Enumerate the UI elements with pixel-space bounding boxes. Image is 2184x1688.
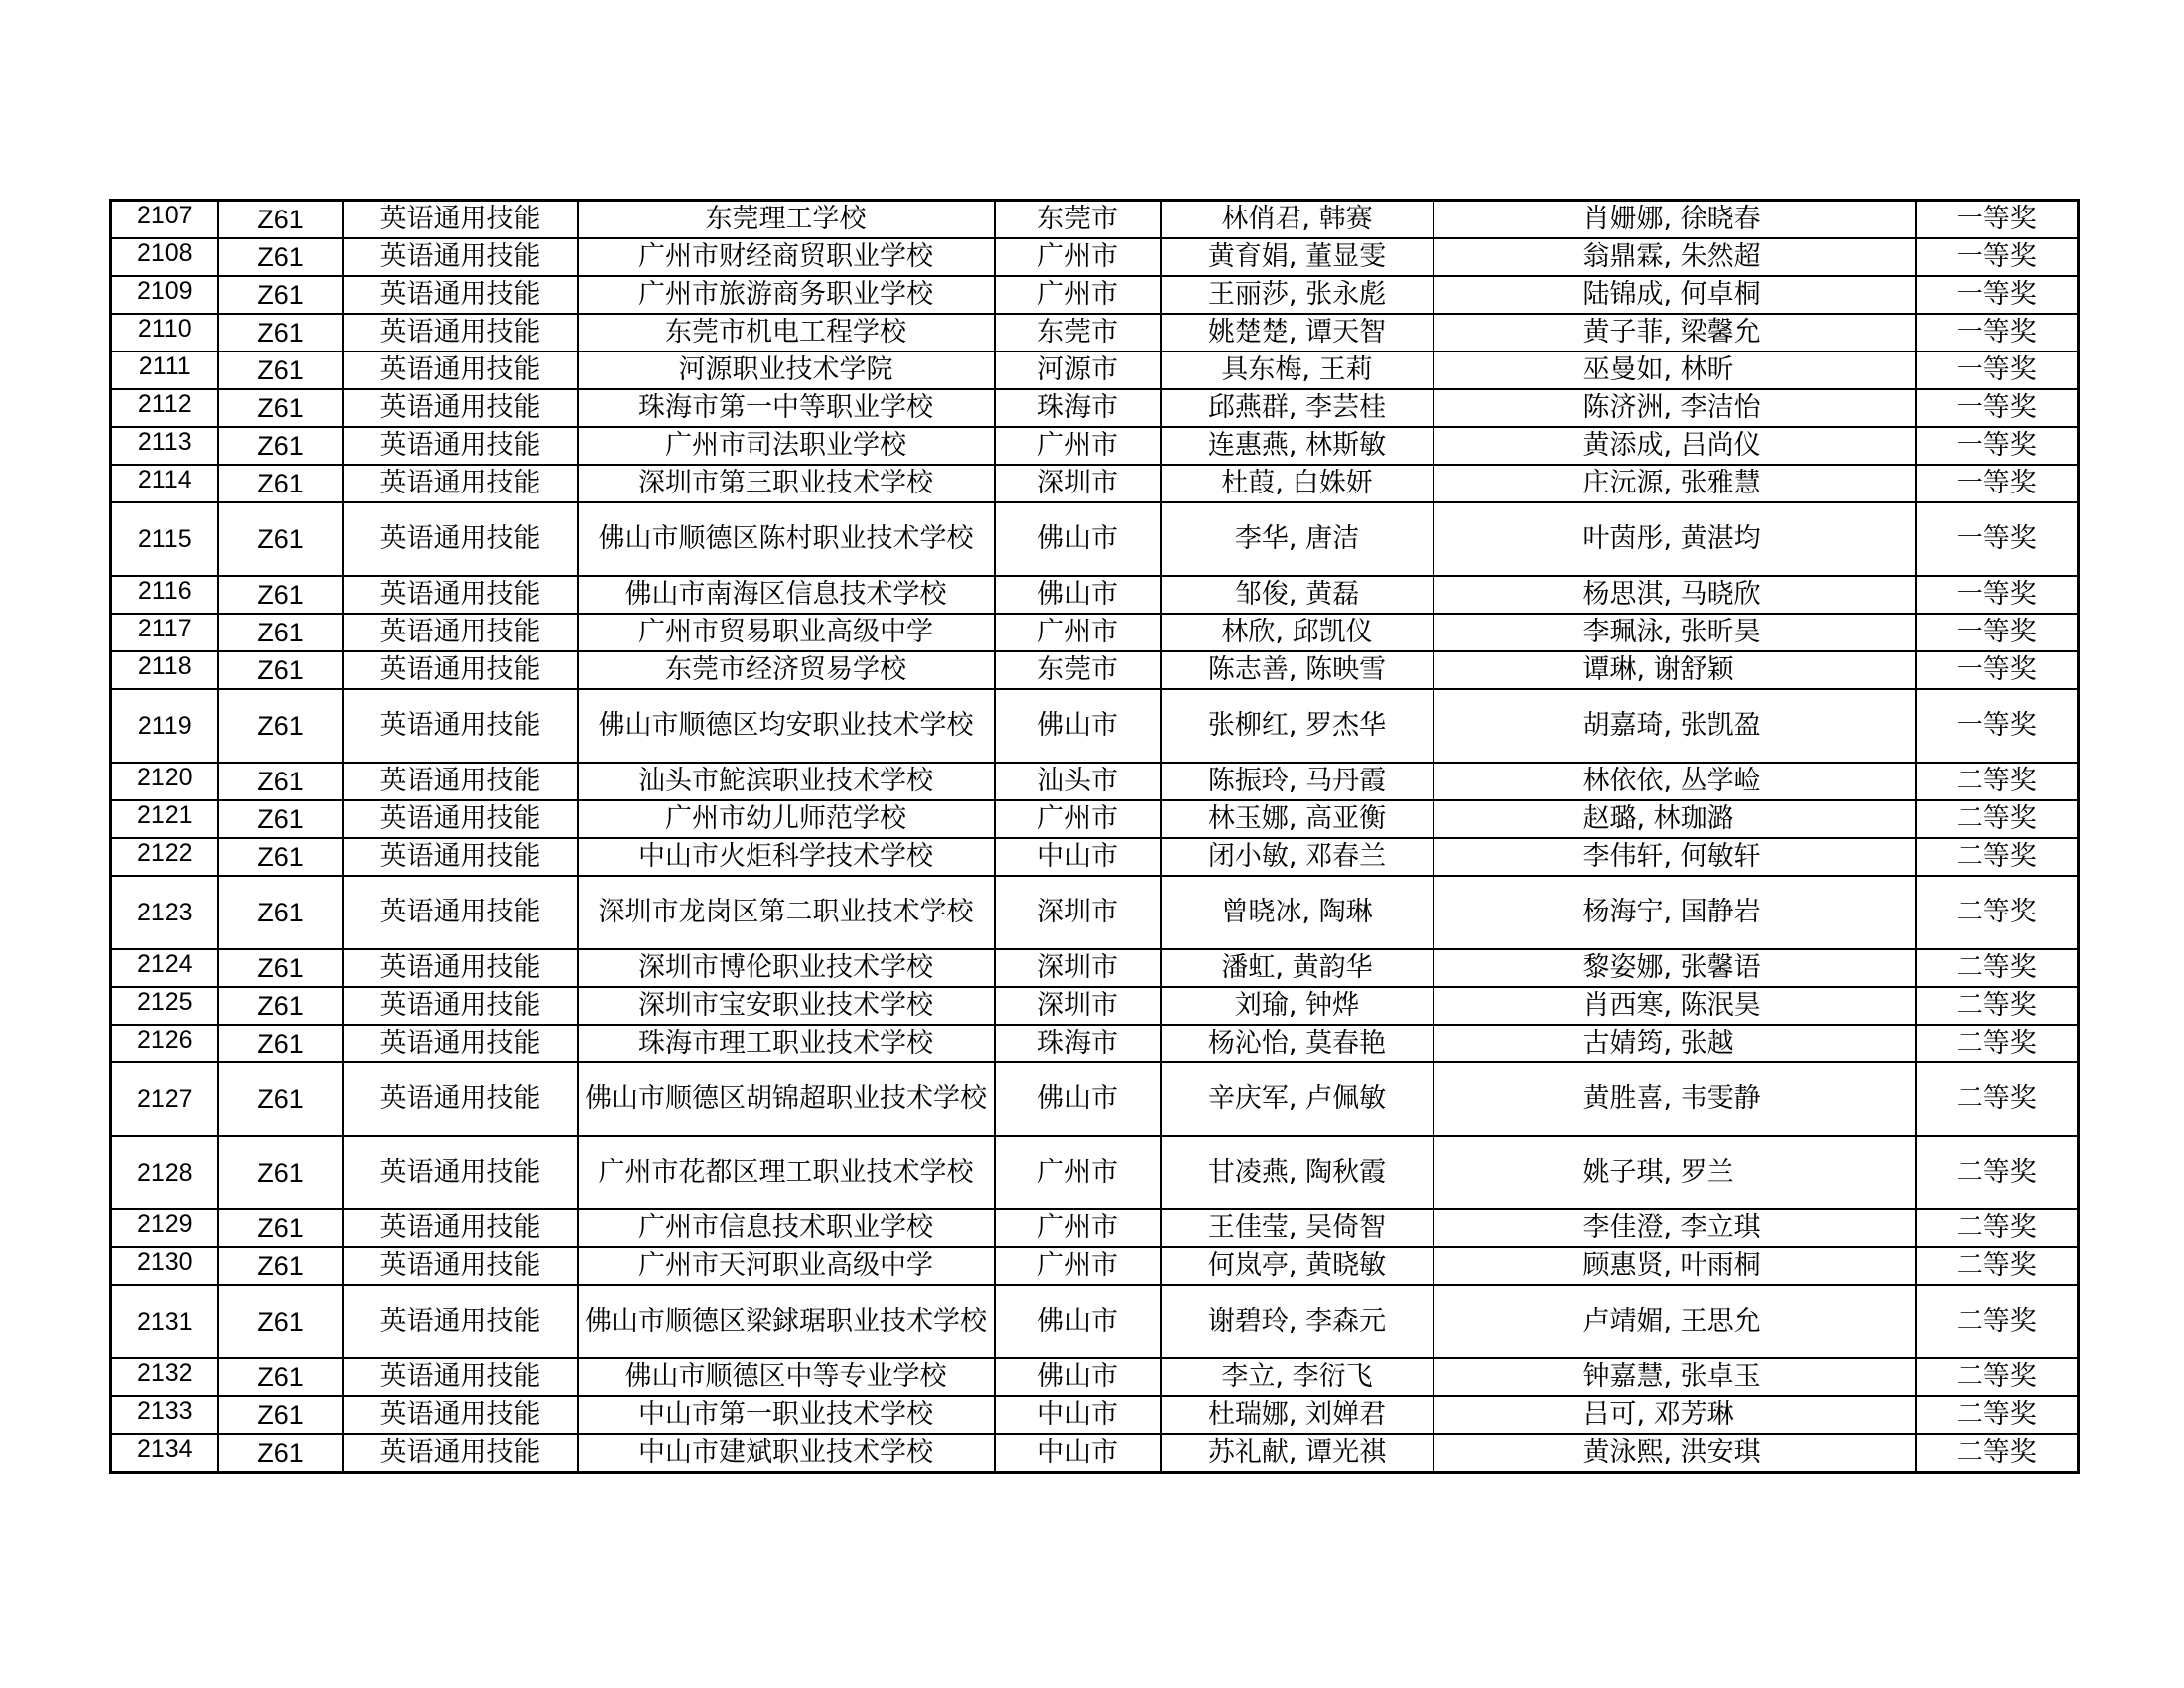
row-number: 2114 [111,465,218,502]
school-name: 广州市旅游商务职业学校 [578,276,995,314]
advisor-names: 巫曼如, 林昕 [1433,352,1916,389]
row-number: 2109 [111,276,218,314]
student-names: 刘瑜, 钟烨 [1161,987,1433,1025]
city-name: 佛山市 [995,1285,1161,1358]
city-name: 东莞市 [995,651,1161,689]
advisor-names: 杨海宁, 国静岩 [1433,876,1916,949]
city-name: 广州市 [995,427,1161,465]
student-names: 王丽莎, 张永彪 [1161,276,1433,314]
table-row [111,1358,2079,1396]
event-code: Z61 [218,651,343,689]
event-name: 英语通用技能 [343,1285,578,1358]
school-name: 佛山市南海区信息技术学校 [578,576,995,614]
advisor-names: 庄沅源, 张雅慧 [1433,465,1916,502]
student-names: 王佳莹, 吴倚智 [1161,1209,1433,1247]
city-name: 广州市 [995,800,1161,838]
event-code: Z61 [218,201,343,239]
city-name: 佛山市 [995,1358,1161,1396]
table-row [111,1247,2079,1285]
award-level: 二等奖 [1916,763,2079,800]
school-name: 深圳市宝安职业技术学校 [578,987,995,1025]
student-names: 谢碧玲, 李森元 [1161,1285,1433,1358]
event-code: Z61 [218,987,343,1025]
school-name: 深圳市龙岗区第二职业技术学校 [578,876,995,949]
event-code: Z61 [218,314,343,352]
event-code: Z61 [218,838,343,876]
student-names: 何岚亭, 黄晓敏 [1161,1247,1433,1285]
student-names: 李华, 唐洁 [1161,502,1433,576]
advisor-names: 李佳澄, 李立琪 [1433,1209,1916,1247]
row-number: 2134 [111,1434,218,1473]
school-name: 广州市花都区理工职业技术学校 [578,1136,995,1209]
row-number: 2128 [111,1136,218,1209]
advisor-names: 李珮泳, 张昕昊 [1433,614,1916,651]
table-row [111,838,2079,876]
student-names: 闭小敏, 邓春兰 [1161,838,1433,876]
advisor-names: 钟嘉慧, 张卓玉 [1433,1358,1916,1396]
advisor-names: 陈济洲, 李洁怡 [1433,389,1916,427]
award-level: 一等奖 [1916,427,2079,465]
student-names: 杜葭, 白姝妍 [1161,465,1433,502]
school-name: 中山市建斌职业技术学校 [578,1434,995,1473]
city-name: 广州市 [995,1209,1161,1247]
award-level: 一等奖 [1916,352,2079,389]
table-row [111,651,2079,689]
city-name: 中山市 [995,1434,1161,1473]
school-name: 广州市幼儿师范学校 [578,800,995,838]
award-level: 二等奖 [1916,800,2079,838]
student-names: 林玉娜, 高亚衡 [1161,800,1433,838]
city-name: 汕头市 [995,763,1161,800]
advisor-names: 肖姗娜, 徐晓春 [1433,201,1916,239]
event-name: 英语通用技能 [343,276,578,314]
advisor-names: 林依依, 丛学崄 [1433,763,1916,800]
row-number: 2133 [111,1396,218,1434]
student-names: 张柳红, 罗杰华 [1161,689,1433,763]
event-code: Z61 [218,689,343,763]
advisor-names: 赵璐, 林珈潞 [1433,800,1916,838]
award-level: 二等奖 [1916,876,2079,949]
advisor-names: 姚子琪, 罗兰 [1433,1136,1916,1209]
event-name: 英语通用技能 [343,1025,578,1062]
city-name: 广州市 [995,1247,1161,1285]
table-row [111,201,2079,239]
award-level: 一等奖 [1916,651,2079,689]
school-name: 佛山市顺德区胡锦超职业技术学校 [578,1062,995,1136]
row-number: 2113 [111,427,218,465]
event-name: 英语通用技能 [343,427,578,465]
school-name: 东莞理工学校 [578,201,995,239]
school-name: 广州市天河职业高级中学 [578,1247,995,1285]
award-level: 一等奖 [1916,502,2079,576]
table-row [111,314,2079,352]
row-number: 2116 [111,576,218,614]
school-name: 珠海市第一中等职业学校 [578,389,995,427]
event-name: 英语通用技能 [343,201,578,239]
event-code: Z61 [218,352,343,389]
award-level: 一等奖 [1916,314,2079,352]
event-name: 英语通用技能 [343,1209,578,1247]
table-row [111,1434,2079,1473]
event-code: Z61 [218,1358,343,1396]
city-name: 珠海市 [995,389,1161,427]
student-names: 邹俊, 黄磊 [1161,576,1433,614]
event-name: 英语通用技能 [343,949,578,987]
school-name: 汕头市鮀滨职业技术学校 [578,763,995,800]
city-name: 中山市 [995,1396,1161,1434]
event-name: 英语通用技能 [343,1062,578,1136]
student-names: 林俏君, 韩赛 [1161,201,1433,239]
event-code: Z61 [218,1434,343,1473]
table-row [111,352,2079,389]
award-level: 二等奖 [1916,1434,2079,1473]
city-name: 深圳市 [995,949,1161,987]
student-names: 林欣, 邱凯仪 [1161,614,1433,651]
student-names: 具东梅, 王莉 [1161,352,1433,389]
award-level: 二等奖 [1916,1062,2079,1136]
event-code: Z61 [218,1025,343,1062]
row-number: 2117 [111,614,218,651]
school-name: 广州市贸易职业高级中学 [578,614,995,651]
event-code: Z61 [218,614,343,651]
event-code: Z61 [218,502,343,576]
award-level: 二等奖 [1916,1285,2079,1358]
student-names: 连惠燕, 林斯敏 [1161,427,1433,465]
event-name: 英语通用技能 [343,1434,578,1473]
table-row [111,1025,2079,1062]
table-row [111,876,2079,949]
advisor-names: 陆锦成, 何卓桐 [1433,276,1916,314]
school-name: 广州市财经商贸职业学校 [578,238,995,276]
row-number: 2123 [111,876,218,949]
event-name: 英语通用技能 [343,465,578,502]
table-row [111,389,2079,427]
city-name: 佛山市 [995,1062,1161,1136]
award-level: 二等奖 [1916,1136,2079,1209]
award-level: 一等奖 [1916,238,2079,276]
event-code: Z61 [218,276,343,314]
row-number: 2118 [111,651,218,689]
event-code: Z61 [218,1136,343,1209]
student-names: 邱燕群, 李芸桂 [1161,389,1433,427]
table-row [111,1285,2079,1358]
student-names: 甘凌燕, 陶秋霞 [1161,1136,1433,1209]
advisor-names: 卢靖媚, 王思允 [1433,1285,1916,1358]
row-number: 2127 [111,1062,218,1136]
award-level: 二等奖 [1916,1358,2079,1396]
city-name: 广州市 [995,238,1161,276]
event-name: 英语通用技能 [343,352,578,389]
advisor-names: 叶茵彤, 黄湛均 [1433,502,1916,576]
event-name: 英语通用技能 [343,800,578,838]
table-row [111,465,2079,502]
row-number: 2122 [111,838,218,876]
event-name: 英语通用技能 [343,576,578,614]
event-name: 英语通用技能 [343,502,578,576]
table-row [111,1209,2079,1247]
student-names: 曾晓冰, 陶琳 [1161,876,1433,949]
award-level: 二等奖 [1916,1209,2079,1247]
student-names: 苏礼献, 谭光祺 [1161,1434,1433,1473]
city-name: 东莞市 [995,201,1161,239]
city-name: 深圳市 [995,465,1161,502]
event-name: 英语通用技能 [343,1136,578,1209]
award-level: 二等奖 [1916,1247,2079,1285]
school-name: 珠海市理工职业技术学校 [578,1025,995,1062]
event-code: Z61 [218,1396,343,1434]
row-number: 2110 [111,314,218,352]
award-level: 二等奖 [1916,949,2079,987]
award-level: 二等奖 [1916,1396,2079,1434]
school-name: 佛山市顺德区均安职业技术学校 [578,689,995,763]
advisor-names: 胡嘉琦, 张凯盈 [1433,689,1916,763]
city-name: 广州市 [995,276,1161,314]
award-level: 二等奖 [1916,987,2079,1025]
row-number: 2107 [111,201,218,239]
row-number: 2120 [111,763,218,800]
award-level: 二等奖 [1916,838,2079,876]
advisor-names: 黄添成, 吕尚仪 [1433,427,1916,465]
table-row [111,689,2079,763]
award-level: 一等奖 [1916,276,2079,314]
advisor-names: 黎姿娜, 张馨语 [1433,949,1916,987]
school-name: 东莞市机电工程学校 [578,314,995,352]
event-name: 英语通用技能 [343,838,578,876]
event-code: Z61 [218,1062,343,1136]
city-name: 深圳市 [995,987,1161,1025]
city-name: 河源市 [995,352,1161,389]
row-number: 2115 [111,502,218,576]
student-names: 杨沁怡, 莫春艳 [1161,1025,1433,1062]
school-name: 广州市信息技术职业学校 [578,1209,995,1247]
advisor-names: 黄泳熙, 洪安琪 [1433,1434,1916,1473]
event-code: Z61 [218,876,343,949]
row-number: 2108 [111,238,218,276]
event-code: Z61 [218,763,343,800]
student-names: 黄育娟, 董显雯 [1161,238,1433,276]
award-level: 一等奖 [1916,389,2079,427]
event-code: Z61 [218,1209,343,1247]
advisor-names: 古婧筠, 张越 [1433,1025,1916,1062]
event-code: Z61 [218,800,343,838]
event-name: 英语通用技能 [343,614,578,651]
award-table-body [111,201,2079,1473]
event-name: 英语通用技能 [343,1396,578,1434]
city-name: 广州市 [995,1136,1161,1209]
event-code: Z61 [218,238,343,276]
row-number: 2126 [111,1025,218,1062]
school-name: 东莞市经济贸易学校 [578,651,995,689]
student-names: 李立, 李衍飞 [1161,1358,1433,1396]
school-name: 广州市司法职业学校 [578,427,995,465]
row-number: 2124 [111,949,218,987]
table-row [111,576,2079,614]
row-number: 2125 [111,987,218,1025]
event-name: 英语通用技能 [343,389,578,427]
row-number: 2111 [111,352,218,389]
advisor-names: 杨思淇, 马晓欣 [1433,576,1916,614]
advisor-names: 肖西寒, 陈泯昊 [1433,987,1916,1025]
award-table [109,199,2080,1474]
event-name: 英语通用技能 [343,314,578,352]
advisor-names: 顾惠贤, 叶雨桐 [1433,1247,1916,1285]
table-row [111,987,2079,1025]
table-row [111,276,2079,314]
table-row [111,763,2079,800]
student-names: 陈志善, 陈映雪 [1161,651,1433,689]
school-name: 中山市火炬科学技术学校 [578,838,995,876]
city-name: 珠海市 [995,1025,1161,1062]
award-level: 二等奖 [1916,1025,2079,1062]
city-name: 中山市 [995,838,1161,876]
school-name: 佛山市顺德区中等专业学校 [578,1358,995,1396]
row-number: 2112 [111,389,218,427]
advisor-names: 李伟轩, 何敏轩 [1433,838,1916,876]
event-name: 英语通用技能 [343,876,578,949]
award-level: 一等奖 [1916,689,2079,763]
row-number: 2132 [111,1358,218,1396]
school-name: 佛山市顺德区陈村职业技术学校 [578,502,995,576]
school-name: 深圳市第三职业技术学校 [578,465,995,502]
student-names: 杜瑞娜, 刘婵君 [1161,1396,1433,1434]
event-name: 英语通用技能 [343,689,578,763]
event-code: Z61 [218,1285,343,1358]
event-name: 英语通用技能 [343,1358,578,1396]
city-name: 深圳市 [995,876,1161,949]
advisor-names: 谭琳, 谢舒颖 [1433,651,1916,689]
event-code: Z61 [218,389,343,427]
advisor-names: 黄子菲, 梁馨允 [1433,314,1916,352]
table-row [111,1396,2079,1434]
row-number: 2129 [111,1209,218,1247]
event-code: Z61 [218,427,343,465]
school-name: 中山市第一职业技术学校 [578,1396,995,1434]
row-number: 2131 [111,1285,218,1358]
student-names: 陈振玲, 马丹霞 [1161,763,1433,800]
row-number: 2121 [111,800,218,838]
school-name: 河源职业技术学院 [578,352,995,389]
advisor-names: 翁鼎霖, 朱然超 [1433,238,1916,276]
event-name: 英语通用技能 [343,763,578,800]
city-name: 广州市 [995,614,1161,651]
row-number: 2130 [111,1247,218,1285]
school-name: 深圳市博伦职业技术学校 [578,949,995,987]
city-name: 佛山市 [995,689,1161,763]
event-code: Z61 [218,576,343,614]
award-level: 一等奖 [1916,576,2079,614]
event-name: 英语通用技能 [343,1247,578,1285]
table-row [111,800,2079,838]
advisor-names: 黄胜喜, 韦雯静 [1433,1062,1916,1136]
event-code: Z61 [218,949,343,987]
table-row [111,238,2079,276]
award-level: 一等奖 [1916,614,2079,651]
event-code: Z61 [218,1247,343,1285]
city-name: 佛山市 [995,576,1161,614]
table-row [111,949,2079,987]
event-name: 英语通用技能 [343,987,578,1025]
city-name: 佛山市 [995,502,1161,576]
award-level: 一等奖 [1916,201,2079,239]
row-number: 2119 [111,689,218,763]
event-name: 英语通用技能 [343,651,578,689]
table-row [111,1062,2079,1136]
advisor-names: 吕可, 邓芳琳 [1433,1396,1916,1434]
city-name: 东莞市 [995,314,1161,352]
award-level: 一等奖 [1916,465,2079,502]
student-names: 潘虹, 黄韵华 [1161,949,1433,987]
event-code: Z61 [218,465,343,502]
event-name: 英语通用技能 [343,238,578,276]
table-row [111,427,2079,465]
student-names: 姚楚楚, 谭天智 [1161,314,1433,352]
table-row [111,502,2079,576]
table-row [111,614,2079,651]
school-name: 佛山市顺德区梁銶琚职业技术学校 [578,1285,995,1358]
student-names: 辛庆军, 卢佩敏 [1161,1062,1433,1136]
table-row [111,1136,2079,1209]
